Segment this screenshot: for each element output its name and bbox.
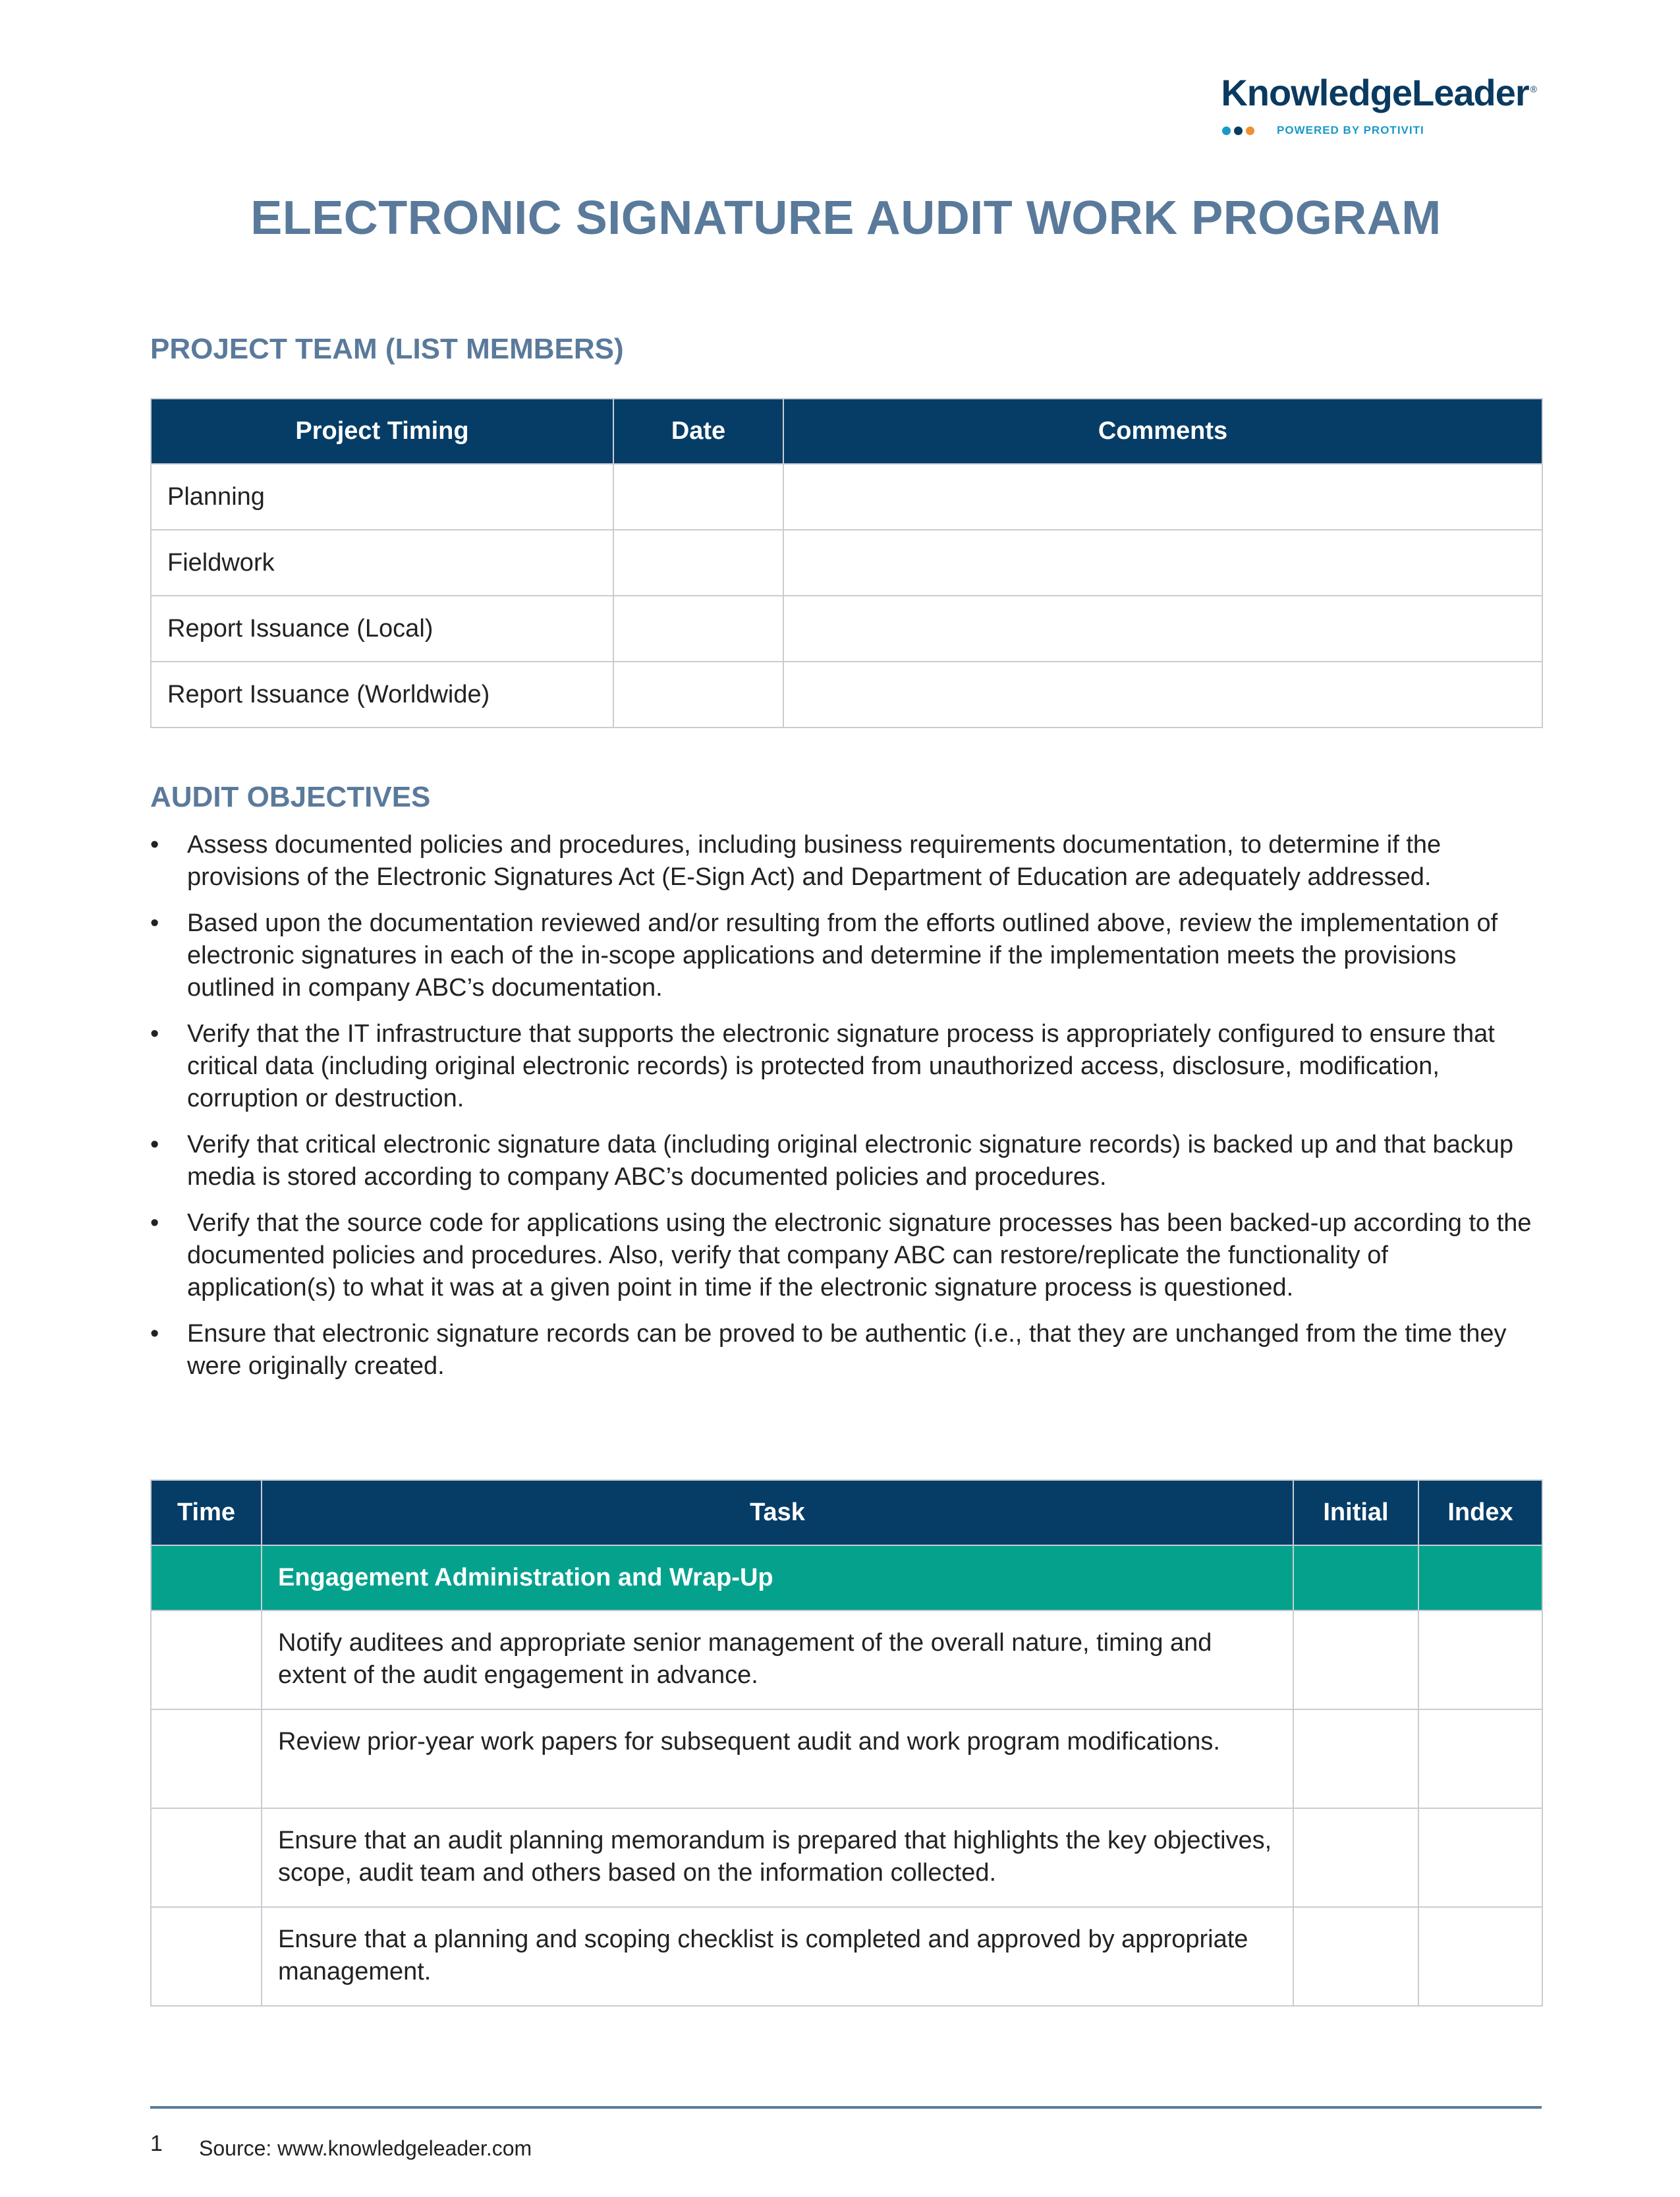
initial-cell[interactable] [1293, 1611, 1418, 1709]
index-cell[interactable] [1418, 1611, 1542, 1709]
comments-cell[interactable] [783, 530, 1542, 596]
table-row [151, 596, 1542, 662]
list-item: • Verify that critical electronic signature data (including original electronic signature records) is backed up and that backup media is stored according to company ABC’s documented policies and procedures. [150, 1129, 1542, 1193]
timing-cell: Fieldwork [151, 530, 613, 596]
timing-cell: Planning [151, 464, 613, 530]
index-cell[interactable] [1418, 1907, 1542, 2006]
list-item: • Verify that the source code for applications using the electronic signature processes has been backed-up according to the documented policies and procedures. Also, verify that company ABC can restore/replicate the functionality of application(s) to what it was at a given point in time if the electronic signature process is questioned. [150, 1207, 1542, 1304]
table-row [151, 1808, 1542, 1907]
table-row [151, 662, 1542, 728]
date-cell[interactable] [613, 596, 783, 662]
table-row [151, 464, 1542, 530]
task-cell: Notify auditees and appropriate senior management of the overall nature, timing and extent of the audit engagement in advance. [262, 1611, 1293, 1709]
list-item: • Assess documented policies and procedures, including business requirements documentation, to determine if the provisions of the Electronic Signatures Act (E-Sign Act) and Department of Education are adequately addressed. [150, 829, 1542, 894]
table-row [151, 530, 1542, 596]
logo-text: KnowledgeLeader ® [1221, 72, 1536, 113]
comments-cell[interactable] [783, 464, 1542, 530]
logo-subtitle: POWERED BY PROTIVITI [1277, 124, 1424, 136]
table-header-row [151, 1480, 1542, 1545]
column-header-task: Task [262, 1480, 1293, 1545]
time-cell[interactable] [151, 1907, 262, 2006]
initial-cell[interactable] [1293, 1808, 1418, 1907]
column-header-project-timing: Project Timing [151, 399, 613, 464]
page-number: 1 [150, 2131, 163, 2156]
project-team-heading: PROJECT TEAM (LIST MEMBERS) [150, 333, 624, 365]
source-text: Source: www.knowledgeleader.com [199, 2136, 532, 2160]
audit-objectives-list [150, 829, 1542, 1396]
table-row [151, 1611, 1542, 1709]
task-cell: Review prior-year work papers for subsequent audit and work program modifications. [262, 1709, 1293, 1808]
initial-cell [1293, 1545, 1418, 1611]
time-cell[interactable] [151, 1611, 262, 1709]
list-item: • Ensure that electronic signature records can be proved to be authentic (i.e., that they are unchanged from the time they were originally created. [150, 1318, 1542, 1383]
logo-dot-icon [1234, 127, 1243, 135]
date-cell[interactable] [613, 530, 783, 596]
index-cell[interactable] [1418, 1808, 1542, 1907]
time-cell[interactable] [151, 1808, 262, 1907]
logo-dot-icon [1222, 127, 1231, 135]
logo-dot-icon [1246, 127, 1254, 135]
time-cell[interactable] [151, 1709, 262, 1808]
audit-task-table [150, 1479, 1543, 2007]
initial-cell[interactable] [1293, 1907, 1418, 2006]
footer-divider [150, 2106, 1542, 2109]
column-header-index: Index [1418, 1480, 1542, 1545]
column-header-time: Time [151, 1480, 262, 1545]
table-header-row [151, 399, 1542, 464]
task-cell: Ensure that a planning and scoping checklist is completed and approved by appropriate management. [262, 1907, 1293, 2006]
timing-cell: Report Issuance (Local) [151, 596, 613, 662]
section-row [151, 1545, 1542, 1611]
date-cell[interactable] [613, 464, 783, 530]
time-cell [151, 1545, 262, 1611]
date-cell[interactable] [613, 662, 783, 728]
column-header-initial: Initial [1293, 1480, 1418, 1545]
list-item: • Verify that the IT infrastructure that supports the electronic signature process is appropriately configured to ensure that critical data (including original electronic records) is protected from unauthorized access, disclosure, modification, corruption or destruction. [150, 1018, 1542, 1115]
initial-cell[interactable] [1293, 1709, 1418, 1808]
column-header-date: Date [613, 399, 783, 464]
audit-objectives-heading: AUDIT OBJECTIVES [150, 781, 431, 813]
comments-cell[interactable] [783, 662, 1542, 728]
index-cell [1418, 1545, 1542, 1611]
table-row [151, 1709, 1542, 1808]
list-item: • Based upon the documentation reviewed and/or resulting from the efforts outlined above, review the implementation of electronic signatures in each of the in-scope applications and determine if the implementation meets the provisions outlined in company ABC’s documentation. [150, 907, 1542, 1004]
document-title: ELECTRONIC SIGNATURE AUDIT WORK PROGRAM [250, 192, 1442, 244]
registered-mark: ® [1530, 84, 1536, 95]
column-header-comments: Comments [783, 399, 1542, 464]
logo-dots [1222, 127, 1254, 138]
table-row [151, 1907, 1542, 2006]
timing-cell: Report Issuance (Worldwide) [151, 662, 613, 728]
comments-cell[interactable] [783, 596, 1542, 662]
task-cell: Ensure that an audit planning memorandum is prepared that highlights the key objectives, scope, audit team and others based on the information collected. [262, 1808, 1293, 1907]
index-cell[interactable] [1418, 1709, 1542, 1808]
section-title: Engagement Administration and Wrap-Up [262, 1545, 1293, 1611]
project-timing-table [150, 398, 1543, 728]
